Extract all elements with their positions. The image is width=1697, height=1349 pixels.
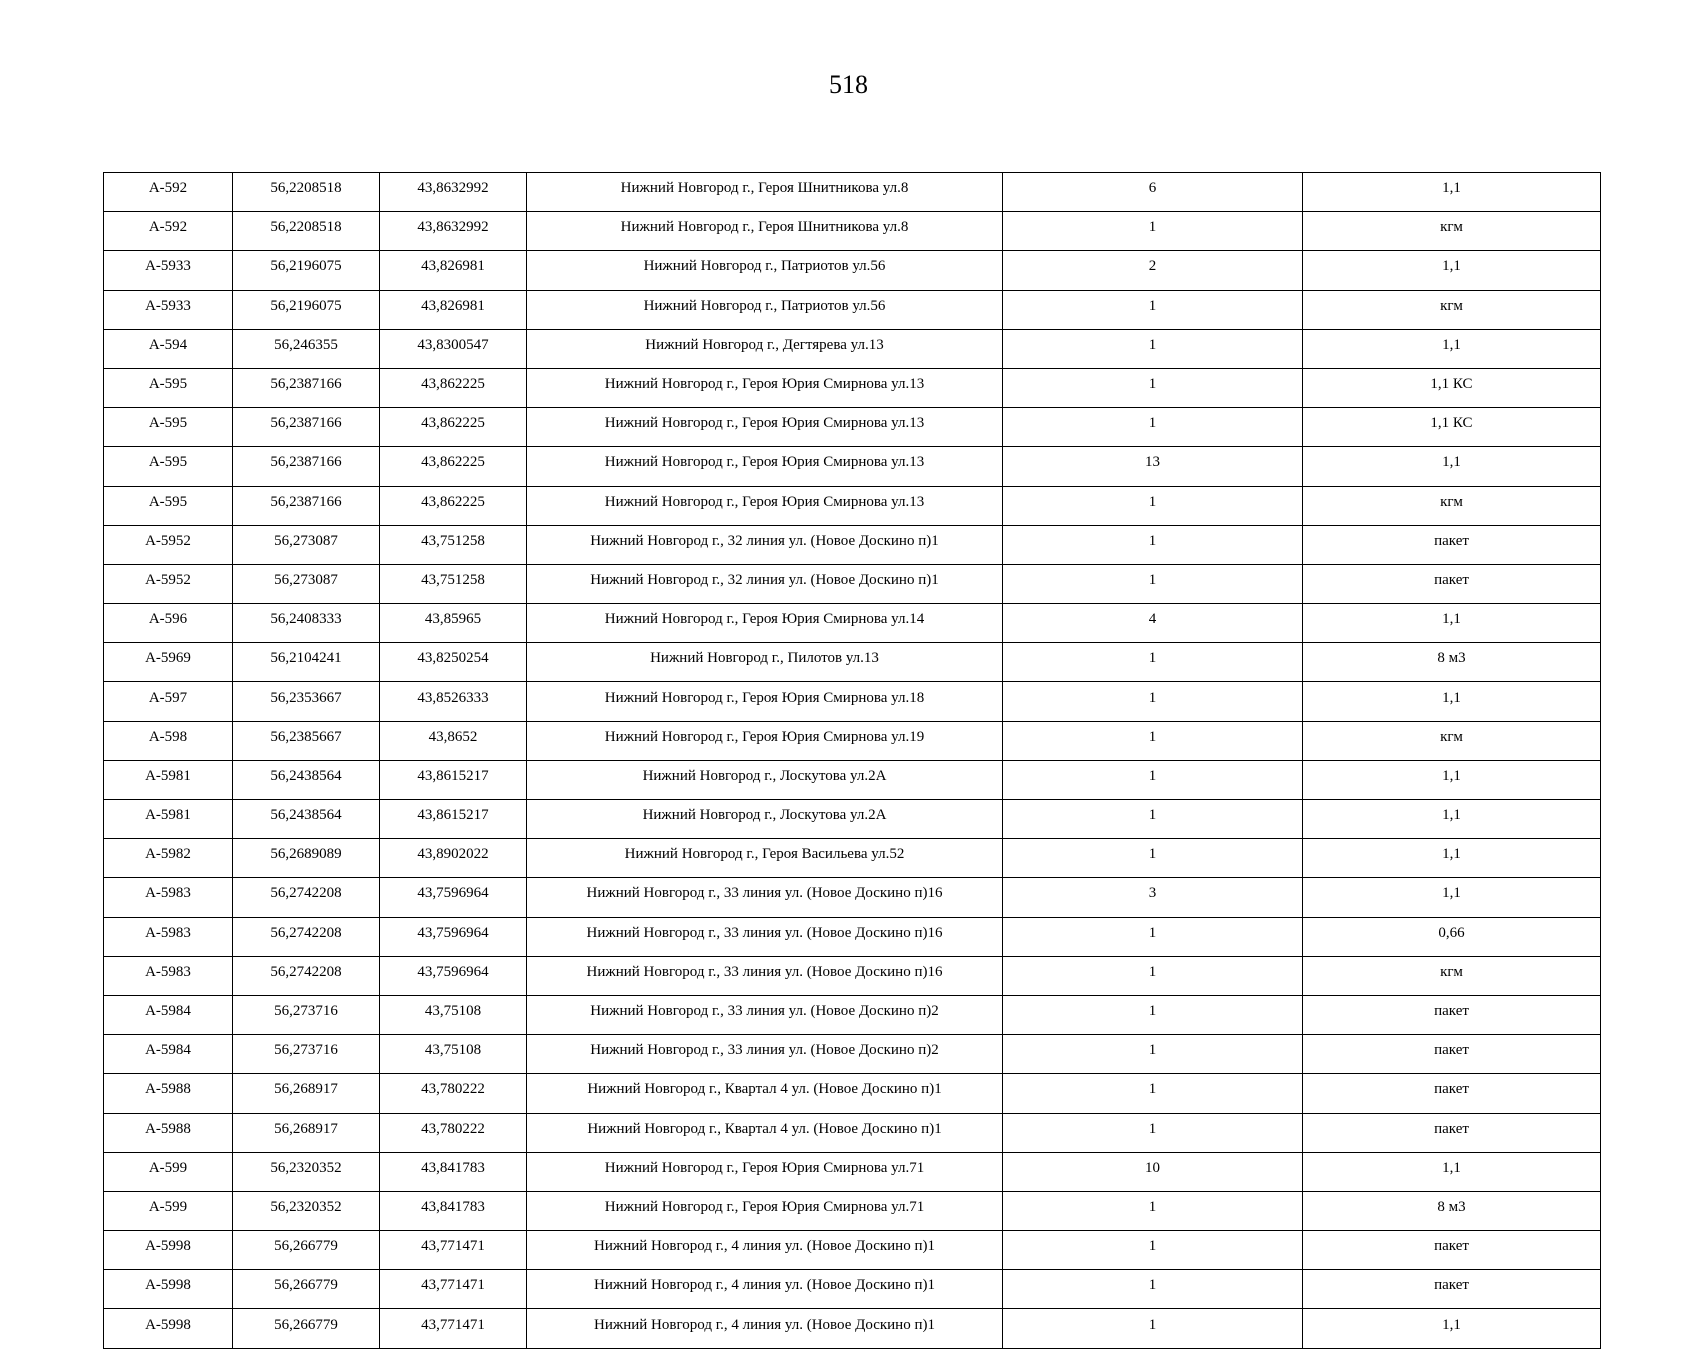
container-type-cell: 1,1 <box>1303 604 1601 643</box>
table-row <box>104 173 1601 212</box>
table-row <box>104 1152 1601 1191</box>
container-type-cell: 1,1 <box>1303 329 1601 368</box>
quantity-cell: 1 <box>1003 329 1303 368</box>
quantity-cell: 1 <box>1003 643 1303 682</box>
longitude-cell: 43,7596964 <box>380 917 527 956</box>
table-row <box>104 682 1601 721</box>
quantity-cell: 1 <box>1003 1309 1303 1348</box>
site-id-cell: А-599 <box>104 1191 233 1230</box>
longitude-cell: 43,862225 <box>380 447 527 486</box>
address-cell: Нижний Новгород г., 33 линия ул. (Новое Доскино п)16 <box>527 917 1003 956</box>
container-type-cell: пакет <box>1303 1270 1601 1309</box>
quantity-cell: 13 <box>1003 447 1303 486</box>
container-type-cell: 0,66 <box>1303 917 1601 956</box>
quantity-cell: 1 <box>1003 1231 1303 1270</box>
table-row <box>104 564 1601 603</box>
table-row <box>104 643 1601 682</box>
container-type-cell: 1,1 <box>1303 878 1601 917</box>
address-cell: Нижний Новгород г., Героя Юрия Смирнова ул.71 <box>527 1191 1003 1230</box>
site-id-cell: А-5998 <box>104 1309 233 1348</box>
container-type-cell: кгм <box>1303 290 1601 329</box>
container-type-cell: 1,1 <box>1303 251 1601 290</box>
address-cell: Нижний Новгород г., Патриотов ул.56 <box>527 251 1003 290</box>
quantity-cell: 1 <box>1003 682 1303 721</box>
site-id-cell: А-595 <box>104 486 233 525</box>
quantity-cell: 1 <box>1003 1074 1303 1113</box>
quantity-cell: 1 <box>1003 368 1303 407</box>
quantity-cell: 1 <box>1003 1113 1303 1152</box>
latitude-cell: 56,2387166 <box>233 486 380 525</box>
quantity-cell: 1 <box>1003 1035 1303 1074</box>
site-id-cell: А-5933 <box>104 290 233 329</box>
container-type-cell: 8 м3 <box>1303 1191 1601 1230</box>
container-type-cell: 1,1 <box>1303 1309 1601 1348</box>
latitude-cell: 56,2408333 <box>233 604 380 643</box>
quantity-cell: 1 <box>1003 995 1303 1034</box>
site-id-cell: А-595 <box>104 368 233 407</box>
site-id-cell: А-595 <box>104 408 233 447</box>
quantity-cell: 1 <box>1003 839 1303 878</box>
longitude-cell: 43,771471 <box>380 1270 527 1309</box>
table-row <box>104 1231 1601 1270</box>
longitude-cell: 43,780222 <box>380 1113 527 1152</box>
longitude-cell: 43,8615217 <box>380 760 527 799</box>
table-row <box>104 525 1601 564</box>
latitude-cell: 56,2196075 <box>233 251 380 290</box>
site-id-cell: А-595 <box>104 447 233 486</box>
container-type-cell: 8 м3 <box>1303 643 1601 682</box>
latitude-cell: 56,266779 <box>233 1270 380 1309</box>
address-cell: Нижний Новгород г., Героя Юрия Смирнова ул.71 <box>527 1152 1003 1191</box>
table-row <box>104 1035 1601 1074</box>
container-type-cell: 1,1 <box>1303 1152 1601 1191</box>
address-cell: Нижний Новгород г., Героя Шнитникова ул.8 <box>527 173 1003 212</box>
longitude-cell: 43,8632992 <box>380 173 527 212</box>
longitude-cell: 43,75108 <box>380 1035 527 1074</box>
container-type-cell: 1,1 <box>1303 447 1601 486</box>
container-type-cell: 1,1 <box>1303 839 1601 878</box>
site-id-cell: А-5981 <box>104 760 233 799</box>
site-id-cell: А-5984 <box>104 1035 233 1074</box>
address-cell: Нижний Новгород г., 32 линия ул. (Новое Доскино п)1 <box>527 564 1003 603</box>
address-cell: Нижний Новгород г., Квартал 4 ул. (Новое Доскино п)1 <box>527 1113 1003 1152</box>
longitude-cell: 43,8250254 <box>380 643 527 682</box>
quantity-cell: 10 <box>1003 1152 1303 1191</box>
longitude-cell: 43,771471 <box>380 1231 527 1270</box>
address-cell: Нижний Новгород г., Героя Васильева ул.52 <box>527 839 1003 878</box>
quantity-cell: 6 <box>1003 173 1303 212</box>
longitude-cell: 43,826981 <box>380 290 527 329</box>
quantity-cell: 1 <box>1003 917 1303 956</box>
container-type-cell: пакет <box>1303 1113 1601 1152</box>
longitude-cell: 43,7596964 <box>380 878 527 917</box>
longitude-cell: 43,8526333 <box>380 682 527 721</box>
site-id-cell: А-5982 <box>104 839 233 878</box>
latitude-cell: 56,273716 <box>233 1035 380 1074</box>
latitude-cell: 56,273087 <box>233 525 380 564</box>
longitude-cell: 43,8300547 <box>380 329 527 368</box>
address-cell: Нижний Новгород г., Героя Юрия Смирнова ул.13 <box>527 408 1003 447</box>
longitude-cell: 43,841783 <box>380 1191 527 1230</box>
site-id-cell: А-5998 <box>104 1270 233 1309</box>
latitude-cell: 56,2196075 <box>233 290 380 329</box>
site-id-cell: А-598 <box>104 721 233 760</box>
address-cell: Нижний Новгород г., 33 линия ул. (Новое Доскино п)2 <box>527 995 1003 1034</box>
site-id-cell: А-599 <box>104 1152 233 1191</box>
table-row <box>104 839 1601 878</box>
container-type-cell: пакет <box>1303 995 1601 1034</box>
site-id-cell: А-596 <box>104 604 233 643</box>
table-row <box>104 1270 1601 1309</box>
latitude-cell: 56,2742208 <box>233 878 380 917</box>
container-type-cell: пакет <box>1303 1035 1601 1074</box>
address-cell: Нижний Новгород г., Героя Юрия Смирнова ул.14 <box>527 604 1003 643</box>
longitude-cell: 43,8615217 <box>380 800 527 839</box>
quantity-cell: 1 <box>1003 525 1303 564</box>
site-id-cell: А-5952 <box>104 564 233 603</box>
longitude-cell: 43,862225 <box>380 408 527 447</box>
container-type-cell: пакет <box>1303 564 1601 603</box>
quantity-cell: 1 <box>1003 290 1303 329</box>
latitude-cell: 56,2208518 <box>233 212 380 251</box>
site-id-cell: А-5981 <box>104 800 233 839</box>
site-id-cell: А-5988 <box>104 1113 233 1152</box>
latitude-cell: 56,2689089 <box>233 839 380 878</box>
table-row <box>104 721 1601 760</box>
longitude-cell: 43,7596964 <box>380 956 527 995</box>
table-row <box>104 956 1601 995</box>
longitude-cell: 43,751258 <box>380 525 527 564</box>
quantity-cell: 1 <box>1003 800 1303 839</box>
latitude-cell: 56,2742208 <box>233 956 380 995</box>
longitude-cell: 43,75108 <box>380 995 527 1034</box>
latitude-cell: 56,268917 <box>233 1074 380 1113</box>
longitude-cell: 43,826981 <box>380 251 527 290</box>
table-row <box>104 1074 1601 1113</box>
address-cell: Нижний Новгород г., Героя Юрия Смирнова ул.19 <box>527 721 1003 760</box>
registry-table-body <box>104 173 1601 1349</box>
site-id-cell: А-592 <box>104 173 233 212</box>
latitude-cell: 56,2208518 <box>233 173 380 212</box>
site-id-cell: А-5933 <box>104 251 233 290</box>
latitude-cell: 56,2320352 <box>233 1191 380 1230</box>
table-row <box>104 800 1601 839</box>
container-type-cell: 1,1 <box>1303 800 1601 839</box>
quantity-cell: 1 <box>1003 760 1303 799</box>
site-id-cell: А-597 <box>104 682 233 721</box>
latitude-cell: 56,2438564 <box>233 800 380 839</box>
table-row <box>104 760 1601 799</box>
latitude-cell: 56,273087 <box>233 564 380 603</box>
address-cell: Нижний Новгород г., Героя Юрия Смирнова ул.18 <box>527 682 1003 721</box>
address-cell: Нижний Новгород г., Патриотов ул.56 <box>527 290 1003 329</box>
table-row <box>104 486 1601 525</box>
registry-table <box>103 172 1601 1349</box>
address-cell: Нижний Новгород г., Героя Юрия Смирнова ул.13 <box>527 486 1003 525</box>
quantity-cell: 1 <box>1003 1270 1303 1309</box>
site-id-cell: А-5983 <box>104 917 233 956</box>
table-row <box>104 329 1601 368</box>
table-row <box>104 1191 1601 1230</box>
site-id-cell: А-5969 <box>104 643 233 682</box>
page-number: 518 <box>829 70 868 99</box>
address-cell: Нижний Новгород г., Дегтярева ул.13 <box>527 329 1003 368</box>
latitude-cell: 56,2742208 <box>233 917 380 956</box>
latitude-cell: 56,2320352 <box>233 1152 380 1191</box>
latitude-cell: 56,2353667 <box>233 682 380 721</box>
table-row <box>104 290 1601 329</box>
site-id-cell: А-5988 <box>104 1074 233 1113</box>
table-row <box>104 212 1601 251</box>
address-cell: Нижний Новгород г., 4 линия ул. (Новое Доскино п)1 <box>527 1231 1003 1270</box>
longitude-cell: 43,841783 <box>380 1152 527 1191</box>
table-row <box>104 368 1601 407</box>
address-cell: Нижний Новгород г., 4 линия ул. (Новое Доскино п)1 <box>527 1270 1003 1309</box>
site-id-cell: А-5998 <box>104 1231 233 1270</box>
site-id-cell: А-594 <box>104 329 233 368</box>
address-cell: Нижний Новгород г., Пилотов ул.13 <box>527 643 1003 682</box>
address-cell: Нижний Новгород г., Героя Шнитникова ул.8 <box>527 212 1003 251</box>
longitude-cell: 43,862225 <box>380 368 527 407</box>
site-id-cell: А-5983 <box>104 956 233 995</box>
table-row <box>104 1113 1601 1152</box>
container-type-cell: 1,1 КС <box>1303 368 1601 407</box>
address-cell: Нижний Новгород г., 32 линия ул. (Новое Доскино п)1 <box>527 525 1003 564</box>
address-cell: Нижний Новгород г., 4 линия ул. (Новое Доскино п)1 <box>527 1309 1003 1348</box>
table-row <box>104 878 1601 917</box>
quantity-cell: 1 <box>1003 486 1303 525</box>
longitude-cell: 43,85965 <box>380 604 527 643</box>
longitude-cell: 43,8652 <box>380 721 527 760</box>
latitude-cell: 56,2387166 <box>233 368 380 407</box>
quantity-cell: 2 <box>1003 251 1303 290</box>
address-cell: Нижний Новгород г., Героя Юрия Смирнова ул.13 <box>527 447 1003 486</box>
table-row <box>104 995 1601 1034</box>
quantity-cell: 4 <box>1003 604 1303 643</box>
container-type-cell: 1,1 <box>1303 173 1601 212</box>
quantity-cell: 1 <box>1003 956 1303 995</box>
latitude-cell: 56,266779 <box>233 1231 380 1270</box>
table-row <box>104 408 1601 447</box>
longitude-cell: 43,751258 <box>380 564 527 603</box>
latitude-cell: 56,2438564 <box>233 760 380 799</box>
container-type-cell: 1,1 КС <box>1303 408 1601 447</box>
site-id-cell: А-5952 <box>104 525 233 564</box>
table-row <box>104 917 1601 956</box>
quantity-cell: 1 <box>1003 212 1303 251</box>
container-type-cell: кгм <box>1303 721 1601 760</box>
container-type-cell: пакет <box>1303 1074 1601 1113</box>
container-type-cell: кгм <box>1303 212 1601 251</box>
latitude-cell: 56,268917 <box>233 1113 380 1152</box>
latitude-cell: 56,2385667 <box>233 721 380 760</box>
longitude-cell: 43,780222 <box>380 1074 527 1113</box>
longitude-cell: 43,862225 <box>380 486 527 525</box>
container-type-cell: 1,1 <box>1303 682 1601 721</box>
longitude-cell: 43,771471 <box>380 1309 527 1348</box>
address-cell: Нижний Новгород г., Героя Юрия Смирнова ул.13 <box>527 368 1003 407</box>
longitude-cell: 43,8632992 <box>380 212 527 251</box>
address-cell: Нижний Новгород г., Лоскутова ул.2А <box>527 760 1003 799</box>
table-row <box>104 251 1601 290</box>
table-row <box>104 447 1601 486</box>
container-type-cell: 1,1 <box>1303 760 1601 799</box>
address-cell: Нижний Новгород г., 33 линия ул. (Новое Доскино п)16 <box>527 956 1003 995</box>
table-row <box>104 604 1601 643</box>
address-cell: Нижний Новгород г., Квартал 4 ул. (Новое Доскино п)1 <box>527 1074 1003 1113</box>
site-id-cell: А-5984 <box>104 995 233 1034</box>
container-type-cell: кгм <box>1303 956 1601 995</box>
site-id-cell: А-592 <box>104 212 233 251</box>
site-id-cell: А-5983 <box>104 878 233 917</box>
longitude-cell: 43,8902022 <box>380 839 527 878</box>
quantity-cell: 1 <box>1003 1191 1303 1230</box>
table-row <box>104 1309 1601 1348</box>
quantity-cell: 1 <box>1003 408 1303 447</box>
container-type-cell: кгм <box>1303 486 1601 525</box>
latitude-cell: 56,266779 <box>233 1309 380 1348</box>
latitude-cell: 56,246355 <box>233 329 380 368</box>
address-cell: Нижний Новгород г., Лоскутова ул.2А <box>527 800 1003 839</box>
address-cell: Нижний Новгород г., 33 линия ул. (Новое Доскино п)2 <box>527 1035 1003 1074</box>
latitude-cell: 56,2387166 <box>233 447 380 486</box>
container-type-cell: пакет <box>1303 1231 1601 1270</box>
container-type-cell: пакет <box>1303 525 1601 564</box>
address-cell: Нижний Новгород г., 33 линия ул. (Новое Доскино п)16 <box>527 878 1003 917</box>
latitude-cell: 56,273716 <box>233 995 380 1034</box>
quantity-cell: 1 <box>1003 721 1303 760</box>
quantity-cell: 3 <box>1003 878 1303 917</box>
quantity-cell: 1 <box>1003 564 1303 603</box>
latitude-cell: 56,2104241 <box>233 643 380 682</box>
latitude-cell: 56,2387166 <box>233 408 380 447</box>
